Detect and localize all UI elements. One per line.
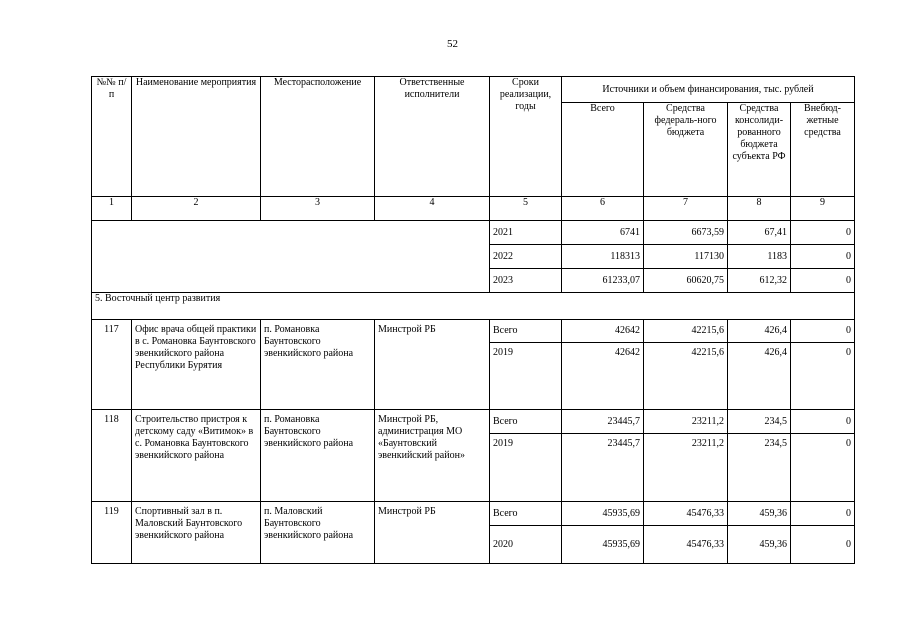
total-cell: 45935,69	[562, 526, 644, 564]
header-total: Всего	[562, 103, 644, 197]
period-cell: 2019	[490, 343, 562, 410]
header-num: №№ п/п	[92, 77, 132, 197]
total-cell: 42642	[562, 343, 644, 410]
item-number: 119	[92, 502, 132, 564]
regional-cell: 1183	[728, 245, 791, 269]
item-number: 117	[92, 320, 132, 410]
header-period: Сроки реализации, годы	[490, 77, 562, 197]
extra-cell: 0	[791, 320, 855, 343]
regional-cell: 67,41	[728, 221, 791, 245]
regional-cell: 426,4	[728, 320, 791, 343]
col-number: 8	[728, 197, 791, 221]
total-cell: 6741	[562, 221, 644, 245]
header-federal: Средства федераль-ного бюджета	[644, 103, 728, 197]
federal-cell: 45476,33	[644, 526, 728, 564]
period-cell: 2020	[490, 526, 562, 564]
federal-cell: 117130	[644, 245, 728, 269]
extra-cell: 0	[791, 221, 855, 245]
page-number: 52	[447, 38, 458, 50]
item-executor: Минстрой РБ, администрация МО «Баунтовский эвенкийский район»	[375, 410, 490, 502]
extra-cell: 0	[791, 526, 855, 564]
federal-cell: 23211,2	[644, 434, 728, 502]
section-title: 5. Восточный центр развития	[92, 293, 855, 320]
item-location: п. Романовка Баунтовского эвенкийского района	[261, 320, 375, 410]
header-funding: Источники и объем финансирования, тыс. рублей	[562, 77, 855, 103]
period-cell: Всего	[490, 502, 562, 526]
item-name: Строительство пристроя к детскому саду «Витимок» в с. Романовка Баунтовского эвенкийского района	[132, 410, 261, 502]
regional-cell: 426,4	[728, 343, 791, 410]
period-cell: 2019	[490, 434, 562, 502]
item-name: Офис врача общей практики в с. Романовка Баунтовского эвенкийского района Республики Бурятия	[132, 320, 261, 410]
item-name: Спортивный зал в п. Маловский Баунтовского эвенкийского района	[132, 502, 261, 564]
col-number: 4	[375, 197, 490, 221]
extra-cell: 0	[791, 502, 855, 526]
period-cell: 2021	[490, 221, 562, 245]
total-cell: 42642	[562, 320, 644, 343]
header-extra: Внебюд-жетные средства	[791, 103, 855, 197]
header-name: Наименование мероприятия	[132, 77, 261, 197]
col-number: 2	[132, 197, 261, 221]
federal-cell: 60620,75	[644, 269, 728, 293]
total-cell: 45935,69	[562, 502, 644, 526]
table-row	[92, 502, 855, 526]
item-executor: Минстрой РБ	[375, 502, 490, 564]
federal-cell: 23211,2	[644, 410, 728, 434]
extra-cell: 0	[791, 410, 855, 434]
col-number: 3	[261, 197, 375, 221]
col-number: 7	[644, 197, 728, 221]
item-executor: Минстрой РБ	[375, 320, 490, 410]
continuation-blank	[92, 221, 490, 293]
header-executor: Ответственные исполнители	[375, 77, 490, 197]
regional-cell: 234,5	[728, 410, 791, 434]
period-cell: 2023	[490, 269, 562, 293]
extra-cell: 0	[791, 343, 855, 410]
table-row	[92, 221, 855, 245]
col-number: 5	[490, 197, 562, 221]
period-cell: Всего	[490, 320, 562, 343]
total-cell: 23445,7	[562, 410, 644, 434]
federal-cell: 42215,6	[644, 343, 728, 410]
item-location: п. Маловский Баунтовского эвенкийского района	[261, 502, 375, 564]
col-number: 1	[92, 197, 132, 221]
total-cell: 23445,7	[562, 434, 644, 502]
col-number: 9	[791, 197, 855, 221]
total-cell: 118313	[562, 245, 644, 269]
total-cell: 61233,07	[562, 269, 644, 293]
table-row	[92, 410, 855, 434]
table-row	[92, 320, 855, 343]
header-regional: Средства консолиди-рованного бюджета субъекта РФ	[728, 103, 791, 197]
col-number: 6	[562, 197, 644, 221]
item-number: 118	[92, 410, 132, 502]
extra-cell: 0	[791, 269, 855, 293]
federal-cell: 42215,6	[644, 320, 728, 343]
period-cell: 2022	[490, 245, 562, 269]
header-location: Месторасположение	[261, 77, 375, 197]
extra-cell: 0	[791, 434, 855, 502]
regional-cell: 612,32	[728, 269, 791, 293]
financing-table	[91, 76, 855, 564]
regional-cell: 234,5	[728, 434, 791, 502]
extra-cell: 0	[791, 245, 855, 269]
regional-cell: 459,36	[728, 526, 791, 564]
item-location: п. Романовка Баунтовского эвенкийского района	[261, 410, 375, 502]
period-cell: Всего	[490, 410, 562, 434]
federal-cell: 6673,59	[644, 221, 728, 245]
federal-cell: 45476,33	[644, 502, 728, 526]
regional-cell: 459,36	[728, 502, 791, 526]
